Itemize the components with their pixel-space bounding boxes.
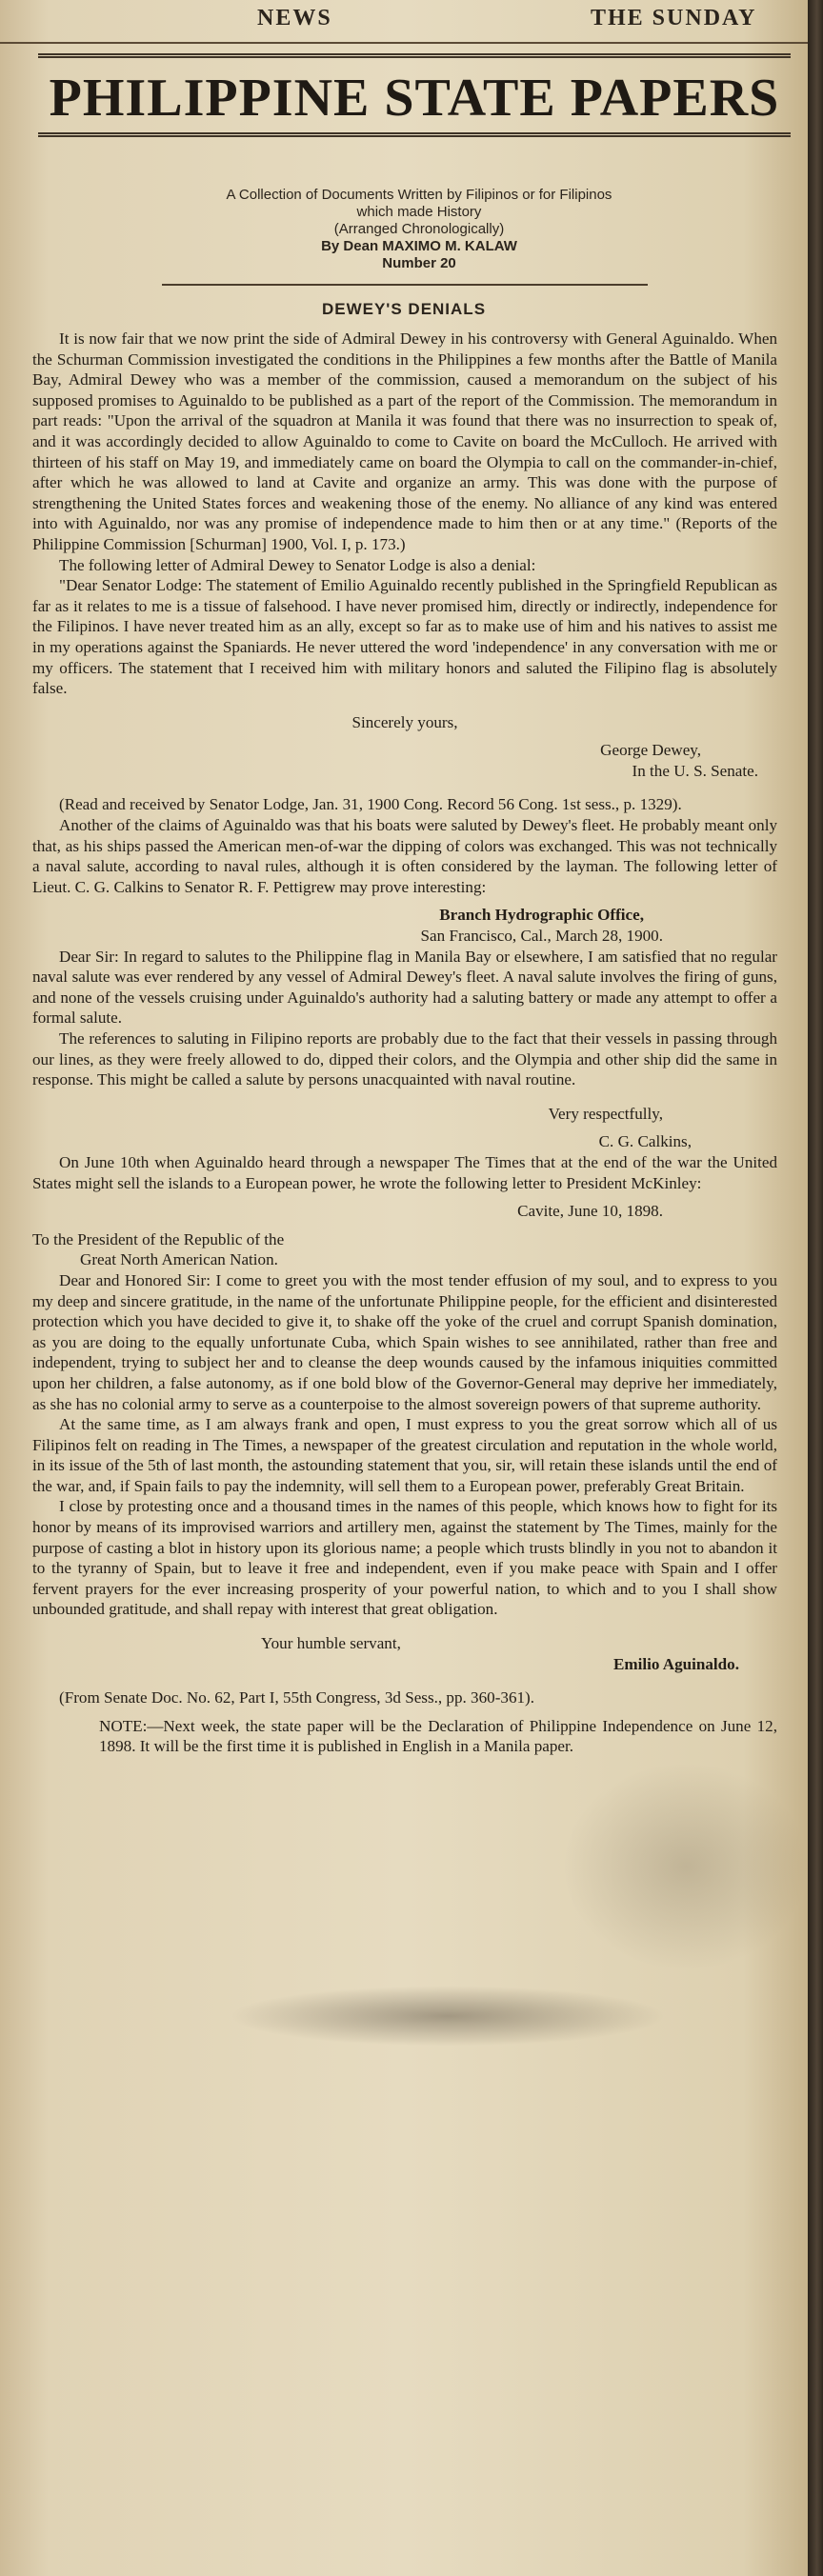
subtitle-line-3: (Arranged Chronologically) [333, 221, 505, 237]
letter-addressee: Great North American Nation. [80, 1250, 278, 1269]
binding-edge [808, 0, 823, 2576]
citation: (Read and received by Senator Lodge, Jan. 31, 1900 Cong. Record 56 Cong. 1st sess., p. 1329). [59, 795, 682, 814]
letter-closing: Your humble servant, [261, 1634, 401, 1653]
paragraph: On June 10th when Aguinaldo heard through a newspaper The Times that at the end of the war the United States might sell the islands to a European power, he wrote the following letter to President McKinley: [32, 1152, 777, 1192]
letter-paragraph: The references to saluting in Filipino reports are probably due to the fact that their vessels in passing through our lines, as they were freely allowed to do, dipped their colors, and the Olympia and other ship did the same in response. This might be called a salute by persons unacquainted with naval routine. [32, 1029, 777, 1089]
letter-signature: George Dewey, [600, 741, 701, 760]
letterhead-date: San Francisco, Cal., March 28, 1900. [420, 927, 663, 946]
editor-note: NOTE:—Next week, the state paper will be the Declaration of Philippine Independence on June 12, 1898. It will be the first time it is published in English in a Manila paper. [99, 1716, 777, 1756]
letter-paragraph: Dear and Honored Sir: I come to greet you with the most tender effusion of my soul, and to express to you my deep and sincere gratitude, in the name of the unfortunate Philippine people, for the efficient and disinterested protection which you have decided to give it, to shake off the yoke of the cruel and corrupt Spanish domination, as you are doing to the equally unfortunate Cuba, which Spain wishes to see annihilated, rather than free and independent, trying to subject her and to cleanse the deep wounds caused by the infamous iniquities committed upon her children, a false autonomy, as if one bold blow of the Governor-General may deprive her immediately, as she has no colonial army to serve as a counterpoise to the almost sovereign powers of that supreme authority. [32, 1270, 777, 1413]
letter-paragraph: At the same time, as I am always frank and open, I must express to you the great sorrow which all of us Filipinos felt on reading in The Times, a newspaper of the greatest circulation and reputation in the whole world, in its issue of the 5th of last month, the astounding statement that you, sir, will retain these islands until the end of the war, and, if Spain fails to pay the indemnity, will sell them to a European power, preferably Great Britain. [32, 1415, 777, 1495]
paragraph: Another of the claims of Aguinaldo was that his boats were saluted by Dewey's fleet. He probably meant only that, as his ships passed the American men-of-war the dipping of colors was exchanged. This was not technically a naval salute, according to naval rules, although it is often considered by the layman. The following letter of Lieut. C. G. Calkins to Senator R. F. Pettigrew may prove interesting: [32, 816, 777, 896]
paper-stain [562, 1762, 810, 1971]
letter-addressee: To the President of the Republic of the [32, 1229, 285, 1248]
page-title: PHILIPPINE STATE PAPERS [38, 53, 791, 137]
section-label-the-sunday: THE SUNDAY [591, 6, 757, 30]
letter-paragraph: I close by protesting once and a thousand times in the names of this people, which knows how to fight for its honor by means of its improvised warriors and artillery men, against the statement by The Times, mainly for the purpose of casting a blot in history upon its glorious name; a people which trusts blindly in you not to abandon it to the tyranny of Spain, but to leave it free and independent, even if you make peace with Spain and I offer fervent prayers for the ever increasing prosperity of your powerful nation, to which and to you I shall show unbounded gratitude, and shall repay with interest that great obligation. [32, 1497, 777, 1619]
letter-closing: Sincerely yours, [351, 712, 458, 731]
paragraph: It is now fair that we now print the side of Admiral Dewey in his controversy with General Aguinaldo. When the Schurman Commission investigated the conditions in the Philippines a few months after the Battle of Manila Bay, Admiral Dewey who was a member of the commission, caused a memorandum on the subject of his supposed promises to Aguinaldo to be published as a part of the report of the Commission. The memorandum in part reads: "Upon the arrival of the squadron at Manila it was found that there was no insurrection to speak of, and it was accordingly decided to allow Aguinaldo to come to Cavite on board the McCulloch. He arrived with thirteen of his staff on May 19, and immediately came on board the Olympia to call on the commander-in-chief, after which he was allowed to land at Cavite and organize an army. This was done with the purpose of strengthening the United States forces and weakening those of the enemy. No alliance of any kind was entered into with Aguinaldo, nor was any promise of independence made to him then or at any time." (Reports of the Philippine Commission [Schurman] 1900, Vol. I, p. 173.) [32, 329, 777, 553]
paragraph: The following letter of Admiral Dewey to Senator Lodge is also a denial: [59, 555, 536, 574]
author-byline: By Dean MAXIMO M. KALAW [321, 238, 517, 254]
paper-stain [229, 1986, 667, 2047]
subtitle-line-2: which made History [356, 204, 482, 220]
issue-number: Number 20 [382, 255, 456, 271]
letter-signature: Emilio Aguinaldo. [612, 1654, 739, 1673]
section-label-news: NEWS [257, 6, 332, 30]
citation: (From Senate Doc. No. 62, Part I, 55th Congress, 3d Sess., pp. 360-361). [59, 1688, 534, 1707]
article-body [32, 329, 777, 1757]
letter-signature: C. G. Calkins, [598, 1132, 692, 1151]
section-heading: DEWEY'S DENIALS [321, 300, 487, 318]
letter-dateline: Cavite, June 10, 1898. [517, 1202, 663, 1221]
letter-closing: Very respectfully, [548, 1104, 663, 1123]
letterhead-office: Branch Hydrographic Office, [439, 906, 644, 925]
letter-paragraph: Dear Sir: In regard to salutes to the Philippine flag in Manila Bay or elsewhere, I am satisfied that no regular naval salute was ever rendered by any vessel of Admiral Dewey's fleet. A naval salute involves the firing of guns, and none of the vessels cruising under Aguinaldo's authority had a saluting battery or made any attempt to offer a formal salute. [32, 947, 777, 1028]
quoted-letter-paragraph: "Dear Senator Lodge: The statement of Emilio Aguinaldo recently published in the Springfield Republican as far as it relates to me is a tissue of falsehood. I have never promised him, directly or indirectly, independence for the Filipinos. I have never treated him as an ally, except so far as to make use of him and his natives to assist me in my operations against the Spaniards. He never uttered the word 'independence' in any conversation with me or my officers. The statement that I received him with military honors and saluted the Filipino flag is absolutely false. [32, 576, 777, 698]
signature-location: In the U. S. Senate. [632, 761, 758, 780]
subtitle-line-1: A Collection of Documents Written by Filipinos or for Filipinos [226, 187, 612, 203]
masthead-strip [0, 0, 808, 44]
divider-rule [162, 284, 648, 286]
